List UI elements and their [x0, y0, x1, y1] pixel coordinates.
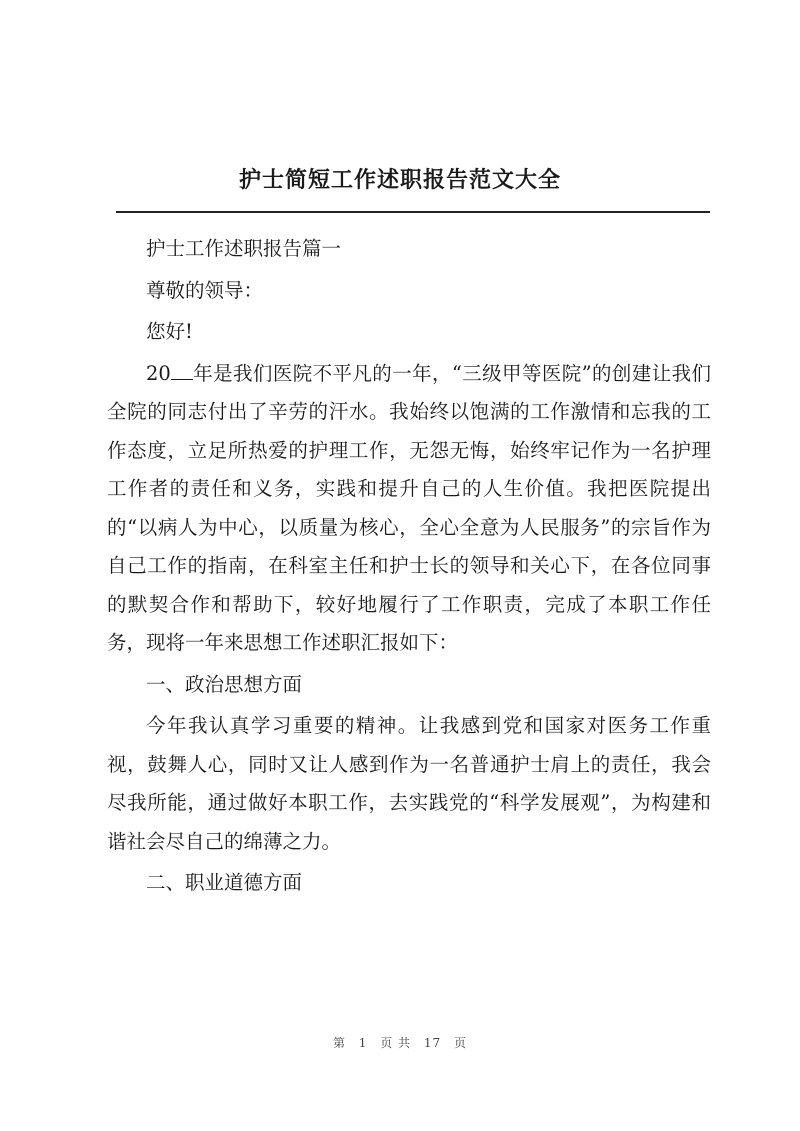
paragraph-intro [107, 355, 711, 663]
greeting: 您好! [146, 320, 193, 343]
document-body [107, 230, 711, 903]
salutation: 尊敬的领导： [146, 278, 264, 302]
year-prefix: 20 [146, 361, 171, 385]
footer-prefix: 第 [332, 1036, 346, 1050]
paragraph-intro-text: 年是我们医院不平凡的一年，“三级甲等医院”的创建让我们全院的同志付出了辛劳的汗水。我始终以饱满的工作激情和忘我的工作态度，立足所热爱的护理工作，无怨无悔，始终牢记作为一名护理工作者的责任和义务，实践和提升自己的人生价值。我把医院提出的“以病人为中心，以质量为核心，全心全意为人民服务”的宗旨作为自己工作的指南，在科室主任和护士长的领导和关心下，在各位同事的默契合作和帮助下，较好地履行了工作职责，完成了本职工作任务，现将一年来思想工作述职汇报如下： [107, 361, 711, 654]
title-divider [116, 211, 710, 213]
footer-page-number: 1 [358, 1036, 368, 1050]
document-title: 护士简短工作述职报告范文大全 [238, 168, 561, 193]
page-footer [0, 1034, 800, 1051]
section-heading-political: 一、政治思想方面 [146, 672, 303, 696]
paragraph-political: 今年我认真学习重要的精神。让我感到党和国家对医务工作重视，鼓舞人心，同时又让人感到作为一名普通护士肩上的责任，我会尽我所能，通过做好本职工作，去实践党的“科学发展观”，为构建和谐社会尽自己的绵薄之力。 [107, 714, 711, 853]
footer-mid: 页 共 [380, 1036, 412, 1050]
report-heading: 护士工作述职报告篇一 [146, 237, 342, 260]
section-heading-ethics: 二、职业道德方面 [146, 871, 303, 894]
footer-total-pages: 17 [423, 1036, 442, 1050]
footer-suffix: 页 [454, 1036, 468, 1050]
year-blank [171, 359, 193, 380]
